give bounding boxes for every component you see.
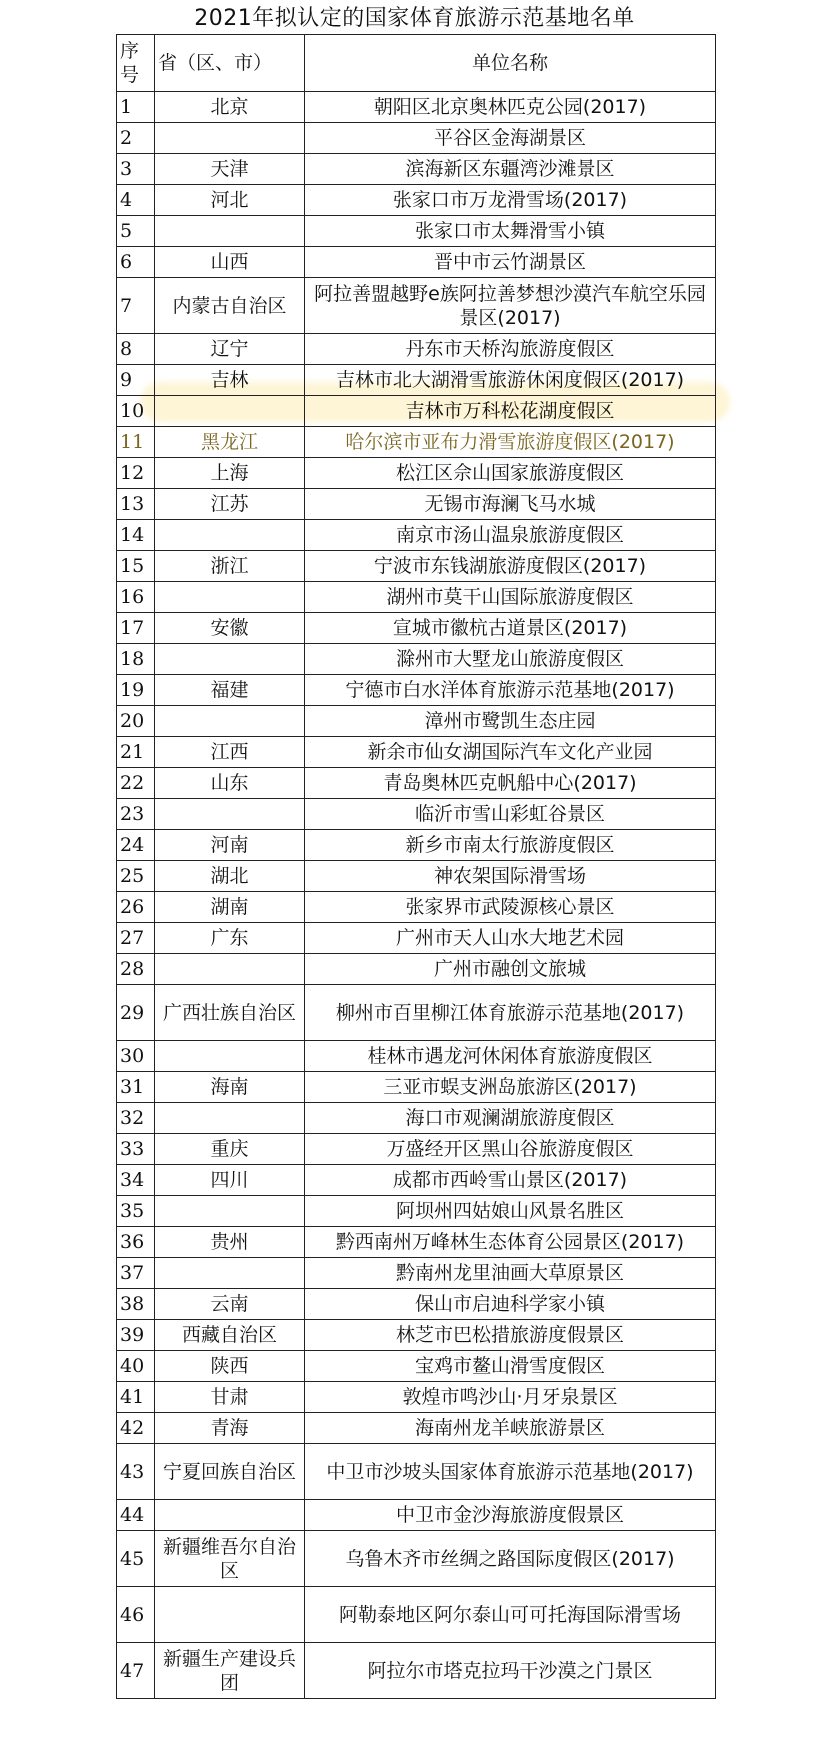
row-number: 12 — [117, 458, 155, 489]
row-number: 23 — [117, 799, 155, 830]
row-number: 6 — [117, 247, 155, 278]
row-number: 5 — [117, 216, 155, 247]
row-province: 天津 — [155, 154, 305, 185]
table-body — [117, 92, 716, 1699]
row-unit-name: 湖州市莫干山国际旅游度假区 — [305, 582, 716, 613]
row-province: 山西 — [155, 247, 305, 278]
row-province: 宁夏回族自治区 — [155, 1444, 305, 1500]
row-number: 18 — [117, 644, 155, 675]
table-row — [117, 247, 716, 278]
row-number: 24 — [117, 830, 155, 861]
row-province: 吉林 — [155, 365, 305, 396]
header-number: 序号 — [117, 35, 155, 92]
table-row — [117, 123, 716, 154]
row-province: 山东 — [155, 768, 305, 799]
table-row — [117, 1444, 716, 1500]
row-province: 云南 — [155, 1289, 305, 1320]
row-unit-name: 临沂市雪山彩虹谷景区 — [305, 799, 716, 830]
row-unit-name: 三亚市蜈支洲岛旅游区(2017) — [305, 1072, 716, 1103]
row-unit-name: 平谷区金海湖景区 — [305, 123, 716, 154]
row-province: 青海 — [155, 1413, 305, 1444]
row-unit-name: 阿勒泰地区阿尔泰山可可托海国际滑雪场 — [305, 1587, 716, 1643]
table-row — [117, 1382, 716, 1413]
row-province — [155, 799, 305, 830]
row-unit-name: 敦煌市鸣沙山·月牙泉景区 — [305, 1382, 716, 1413]
table-row — [117, 216, 716, 247]
row-unit-name: 松江区佘山国家旅游度假区 — [305, 458, 716, 489]
table-row — [117, 1072, 716, 1103]
row-province: 广东 — [155, 923, 305, 954]
row-province: 湖北 — [155, 861, 305, 892]
row-unit-name: 张家界市武陵源核心景区 — [305, 892, 716, 923]
row-number: 2 — [117, 123, 155, 154]
table-row — [117, 334, 716, 365]
row-province: 甘肃 — [155, 1382, 305, 1413]
row-unit-name: 万盛经开区黑山谷旅游度假区 — [305, 1134, 716, 1165]
row-province: 西藏自治区 — [155, 1320, 305, 1351]
table-row — [117, 985, 716, 1041]
row-number: 40 — [117, 1351, 155, 1382]
row-province: 重庆 — [155, 1134, 305, 1165]
row-number: 10 — [117, 396, 155, 427]
row-number: 1 — [117, 92, 155, 123]
row-province — [155, 123, 305, 154]
row-number: 32 — [117, 1103, 155, 1134]
document-title: 2021年拟认定的国家体育旅游示范基地名单 — [194, 6, 635, 31]
table-row — [117, 1320, 716, 1351]
table-row — [117, 1289, 716, 1320]
row-number: 46 — [117, 1587, 155, 1643]
table-row — [117, 1196, 716, 1227]
row-province — [155, 954, 305, 985]
row-number: 21 — [117, 737, 155, 768]
table-row — [117, 1643, 716, 1699]
row-unit-name: 成都市西岭雪山景区(2017) — [305, 1165, 716, 1196]
row-unit-name: 宣城市徽杭古道景区(2017) — [305, 613, 716, 644]
row-province: 河南 — [155, 830, 305, 861]
table-row — [117, 427, 716, 458]
row-province: 河北 — [155, 185, 305, 216]
table-row — [117, 278, 716, 334]
row-province: 新疆生产建设兵团 — [155, 1643, 305, 1699]
table-row — [117, 458, 716, 489]
table-row — [117, 737, 716, 768]
row-unit-name: 哈尔滨市亚布力滑雪旅游度假区(2017) — [305, 427, 716, 458]
header-province: 省（区、市） — [155, 35, 305, 92]
row-unit-name: 漳州市鹭凯生态庄园 — [305, 706, 716, 737]
table-row — [117, 1531, 716, 1587]
row-unit-name: 滨海新区东疆湾沙滩景区 — [305, 154, 716, 185]
table-row — [117, 520, 716, 551]
row-number: 43 — [117, 1444, 155, 1500]
row-province: 陕西 — [155, 1351, 305, 1382]
row-unit-name: 丹东市天桥沟旅游度假区 — [305, 334, 716, 365]
row-province: 海南 — [155, 1072, 305, 1103]
row-unit-name: 青岛奥林匹克帆船中心(2017) — [305, 768, 716, 799]
row-number: 28 — [117, 954, 155, 985]
table-row — [117, 551, 716, 582]
table-row — [117, 1227, 716, 1258]
table-row — [117, 644, 716, 675]
row-province — [155, 1258, 305, 1289]
row-number: 19 — [117, 675, 155, 706]
table-row — [117, 1134, 716, 1165]
row-province: 浙江 — [155, 551, 305, 582]
row-province — [155, 1103, 305, 1134]
row-number: 38 — [117, 1289, 155, 1320]
table-row — [117, 830, 716, 861]
row-number: 35 — [117, 1196, 155, 1227]
row-unit-name: 中卫市沙坡头国家体育旅游示范基地(2017) — [305, 1444, 716, 1500]
row-province: 辽宁 — [155, 334, 305, 365]
table-row — [117, 1041, 716, 1072]
table-row — [117, 92, 716, 123]
row-province — [155, 216, 305, 247]
row-province — [155, 1500, 305, 1531]
row-unit-name: 张家口市太舞滑雪小镇 — [305, 216, 716, 247]
row-number: 25 — [117, 861, 155, 892]
row-number: 26 — [117, 892, 155, 923]
table-row — [117, 582, 716, 613]
row-number: 33 — [117, 1134, 155, 1165]
row-unit-name: 广州市天人山水大地艺术园 — [305, 923, 716, 954]
row-number: 27 — [117, 923, 155, 954]
row-number: 9 — [117, 365, 155, 396]
table-row — [117, 706, 716, 737]
row-unit-name: 保山市启迪科学家小镇 — [305, 1289, 716, 1320]
table-row — [117, 1351, 716, 1382]
row-number: 22 — [117, 768, 155, 799]
row-province: 安徽 — [155, 613, 305, 644]
row-number: 37 — [117, 1258, 155, 1289]
table-row — [117, 1587, 716, 1643]
row-number: 17 — [117, 613, 155, 644]
row-number: 15 — [117, 551, 155, 582]
row-number: 36 — [117, 1227, 155, 1258]
row-unit-name: 海南州龙羊峡旅游景区 — [305, 1413, 716, 1444]
row-province: 上海 — [155, 458, 305, 489]
row-unit-name: 广州市融创文旅城 — [305, 954, 716, 985]
row-unit-name: 黔西南州万峰林生态体育公园景区(2017) — [305, 1227, 716, 1258]
table-row — [117, 799, 716, 830]
row-number: 47 — [117, 1643, 155, 1699]
row-unit-name: 南京市汤山温泉旅游度假区 — [305, 520, 716, 551]
row-unit-name: 张家口市万龙滑雪场(2017) — [305, 185, 716, 216]
base-list-table — [116, 34, 716, 1699]
row-province — [155, 706, 305, 737]
row-unit-name: 宁德市白水洋体育旅游示范基地(2017) — [305, 675, 716, 706]
row-unit-name: 滁州市大墅龙山旅游度假区 — [305, 644, 716, 675]
row-unit-name: 晋中市云竹湖景区 — [305, 247, 716, 278]
row-unit-name: 阿拉善盟越野e族阿拉善梦想沙漠汽车航空乐园景区(2017) — [305, 278, 716, 334]
row-unit-name: 无锡市海澜飞马水城 — [305, 489, 716, 520]
row-unit-name: 朝阳区北京奥林匹克公园(2017) — [305, 92, 716, 123]
table-row — [117, 185, 716, 216]
row-number: 44 — [117, 1500, 155, 1531]
row-province: 江西 — [155, 737, 305, 768]
table-row — [117, 489, 716, 520]
table-row — [117, 1103, 716, 1134]
row-number: 11 — [117, 427, 155, 458]
row-unit-name: 阿拉尔市塔克拉玛干沙漠之门景区 — [305, 1643, 716, 1699]
row-unit-name: 海口市观澜湖旅游度假区 — [305, 1103, 716, 1134]
row-province: 四川 — [155, 1165, 305, 1196]
row-unit-name: 乌鲁木齐市丝绸之路国际度假区(2017) — [305, 1531, 716, 1587]
row-unit-name: 黔南州龙里油画大草原景区 — [305, 1258, 716, 1289]
table-row — [117, 923, 716, 954]
row-province: 北京 — [155, 92, 305, 123]
row-number: 7 — [117, 278, 155, 334]
table-row — [117, 1258, 716, 1289]
row-province — [155, 520, 305, 551]
table-row — [117, 396, 716, 427]
row-unit-name: 神农架国际滑雪场 — [305, 861, 716, 892]
row-number: 8 — [117, 334, 155, 365]
row-number: 45 — [117, 1531, 155, 1587]
table-row — [117, 365, 716, 396]
row-number: 30 — [117, 1041, 155, 1072]
row-unit-name: 吉林市北大湖滑雪旅游休闲度假区(2017) — [305, 365, 716, 396]
row-province: 江苏 — [155, 489, 305, 520]
row-number: 14 — [117, 520, 155, 551]
row-province — [155, 1587, 305, 1643]
row-province: 湖南 — [155, 892, 305, 923]
table-row — [117, 954, 716, 985]
row-province — [155, 396, 305, 427]
table-row — [117, 154, 716, 185]
row-province — [155, 644, 305, 675]
row-province — [155, 582, 305, 613]
row-unit-name: 新余市仙女湖国际汽车文化产业园 — [305, 737, 716, 768]
row-number: 3 — [117, 154, 155, 185]
row-province: 新疆维吾尔自治区 — [155, 1531, 305, 1587]
row-unit-name: 新乡市南太行旅游度假区 — [305, 830, 716, 861]
table-row — [117, 1413, 716, 1444]
row-unit-name: 阿坝州四姑娘山风景名胜区 — [305, 1196, 716, 1227]
row-unit-name: 柳州市百里柳江体育旅游示范基地(2017) — [305, 985, 716, 1041]
table-row — [117, 675, 716, 706]
row-province: 贵州 — [155, 1227, 305, 1258]
row-province — [155, 1041, 305, 1072]
row-number: 31 — [117, 1072, 155, 1103]
table-row — [117, 1500, 716, 1531]
row-unit-name: 林芝市巴松措旅游度假景区 — [305, 1320, 716, 1351]
table-row — [117, 613, 716, 644]
row-province: 广西壮族自治区 — [155, 985, 305, 1041]
row-province: 黑龙江 — [155, 427, 305, 458]
row-number: 29 — [117, 985, 155, 1041]
row-number: 16 — [117, 582, 155, 613]
row-number: 4 — [117, 185, 155, 216]
row-number: 41 — [117, 1382, 155, 1413]
row-number: 13 — [117, 489, 155, 520]
table-row — [117, 861, 716, 892]
table-row — [117, 892, 716, 923]
row-unit-name: 宁波市东钱湖旅游度假区(2017) — [305, 551, 716, 582]
row-unit-name: 宝鸡市鳌山滑雪度假区 — [305, 1351, 716, 1382]
row-number: 39 — [117, 1320, 155, 1351]
row-unit-name: 桂林市遇龙河休闲体育旅游度假区 — [305, 1041, 716, 1072]
row-number: 34 — [117, 1165, 155, 1196]
table-row — [117, 1165, 716, 1196]
header-unit-name: 单位名称 — [305, 35, 716, 92]
table-header-row — [117, 35, 716, 92]
row-number: 20 — [117, 706, 155, 737]
row-unit-name: 中卫市金沙海旅游度假景区 — [305, 1500, 716, 1531]
row-unit-name: 吉林市万科松花湖度假区 — [305, 396, 716, 427]
row-province: 内蒙古自治区 — [155, 278, 305, 334]
row-province: 福建 — [155, 675, 305, 706]
row-province — [155, 1196, 305, 1227]
table-row — [117, 768, 716, 799]
row-number: 42 — [117, 1413, 155, 1444]
